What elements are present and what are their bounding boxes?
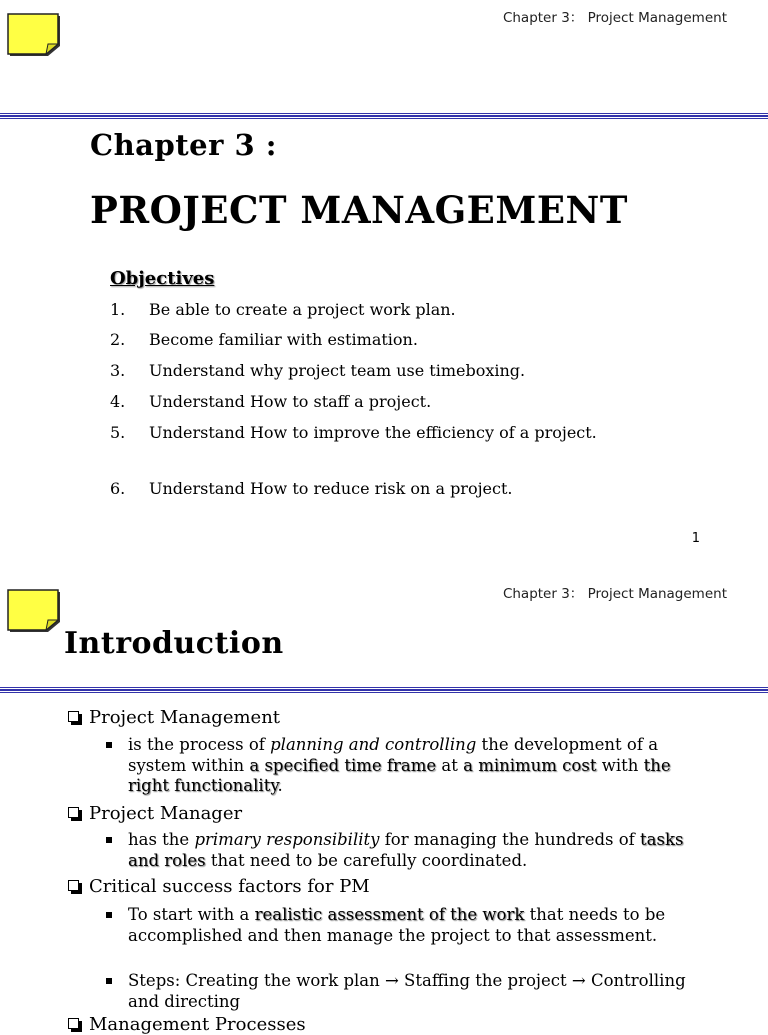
- bullet-project-manager: Project Manager: [68, 803, 242, 824]
- checkbox-bullet-icon: [68, 880, 79, 891]
- chapter-title: Chapter 3 :: [90, 128, 277, 162]
- bullet-dot-icon: [106, 837, 112, 843]
- slide-header: Chapter 3： Project Management: [502, 10, 727, 26]
- sticky-note-icon: [6, 12, 64, 58]
- header-divider: [0, 687, 768, 693]
- sub-bullet: has the primary responsibility for managing the hundreds of tasks and roles that need to be carefully coordinated.: [106, 830, 706, 871]
- bullet-project-management: Project Management: [68, 707, 280, 728]
- bullet-dot-icon: [106, 912, 112, 918]
- slide-2: [0, 560, 768, 1035]
- page-number: 1: [691, 531, 700, 546]
- checkbox-bullet-icon: [68, 807, 79, 818]
- slide-title: Introduction: [64, 626, 284, 661]
- slide-header: Chapter 3： Project Management: [502, 586, 727, 602]
- bullet-critical-success-factors: Critical success factors for PM: [68, 876, 370, 897]
- sub-bullet: Steps: Creating the work plan → Staffing the project → Controlling and directing: [106, 971, 706, 1012]
- bullet-dot-icon: [106, 978, 112, 984]
- sticky-note-icon: [6, 588, 64, 634]
- slide-1: Chapter 3： Project Management Chapter 3 : PROJECT MANAGEMENT Objectives 1. Be able to create a project work plan. 2. Become familiar with estimation. 3. Understand why project team use timeboxing. 4. Understand How to staff a project. 5. Understand How to improve the efficiency of a project. 6. Understand How to reduce risk on a project. 1: [0, 0, 768, 560]
- bullet-management-processes: Management Processes: [68, 1014, 306, 1035]
- checkbox-bullet-icon: [68, 711, 79, 722]
- bullet-dot-icon: [106, 742, 112, 748]
- sub-bullet: is the process of planning and controlling the development of a system within a specified time frame at a minimum cost with the right functionality.: [106, 735, 706, 797]
- main-title: PROJECT MANAGEMENT: [90, 188, 628, 232]
- header-divider: [0, 113, 768, 119]
- objectives-heading: Objectives: [110, 268, 215, 289]
- sub-bullet: To start with a realistic assessment of the work that needs to be accomplished and then manage the project to that assessment.: [106, 905, 706, 946]
